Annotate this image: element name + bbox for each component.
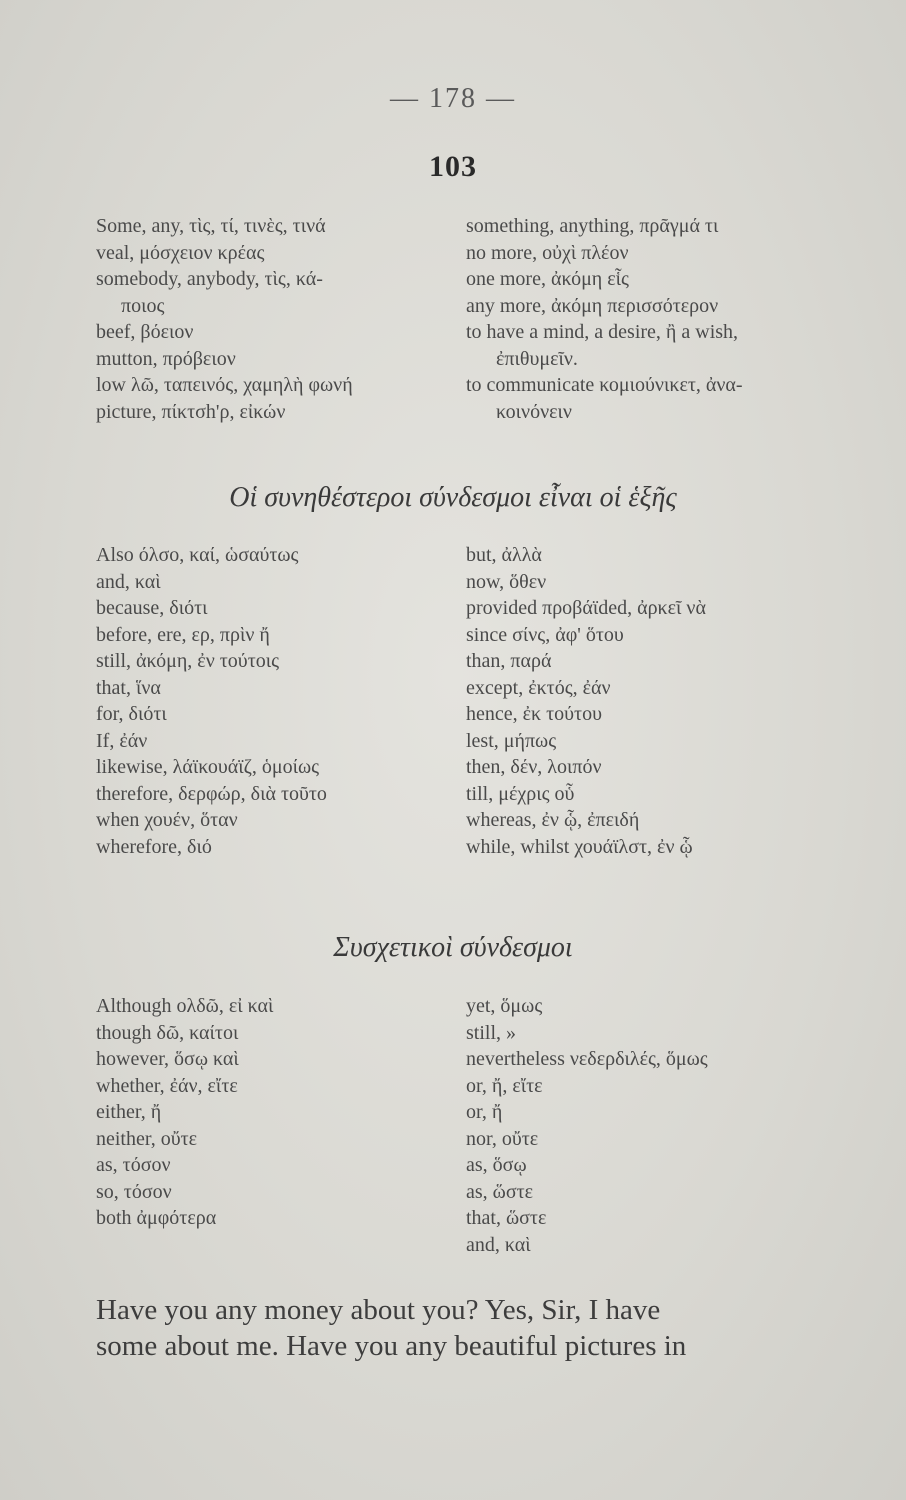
correlative-entry: though δῶ, καίτοι xyxy=(96,1021,239,1044)
vocab-entry: ποιος xyxy=(121,294,165,317)
heading-common-conjunctions: Οἱ συνηθέστεροι σύνδεσμοι εἶναι οἱ ἑξῆς xyxy=(229,482,677,513)
correlative-entry: either, ἤ xyxy=(96,1101,162,1123)
conjunction-entry: provided προβάϊded, ἀρκεῖ νὰ xyxy=(466,597,706,619)
correlative-entry: however, ὅσῳ καὶ xyxy=(96,1048,239,1070)
vocab-entry: Some, any, τὶς, τί, τινὲς, τινά xyxy=(96,215,326,237)
vocab-entry: one more, ἀκόμη εἷς xyxy=(466,268,629,290)
conjunction-entry: but, ἀλλὰ xyxy=(466,544,542,566)
vocab-entry: low λῶ, ταπεινός, χαμηλὴ φωνή xyxy=(96,374,353,396)
correlative-entry: yet, ὅμως xyxy=(466,995,543,1017)
conjunction-entry: hence, ἐκ τούτου xyxy=(466,703,602,725)
conjunction-entry: when χουέν, ὅταν xyxy=(96,809,238,831)
closing-line: some about me. Have you any beautiful pictures in xyxy=(96,1330,687,1362)
conjunction-entry: If, ἐάν xyxy=(96,729,148,752)
conjunction-entry: therefore, δερφώρ, διὰ τοῦτο xyxy=(96,782,327,805)
conjunction-entry: and, καὶ xyxy=(96,570,161,593)
conjunction-entry: since σίνς, ἀφ' ὅτου xyxy=(466,623,624,646)
vocab-entry: something, anything, πρᾶγμά τι xyxy=(466,215,719,237)
correlative-entry: still, » xyxy=(466,1021,517,1044)
vocab-entry: beef, βόειον xyxy=(96,321,194,343)
vocab-entry: to have a mind, a desire, ἢ a wish, xyxy=(466,321,739,343)
correlative-entry: and, καὶ xyxy=(466,1233,531,1256)
correlative-entry: as, ὥστε xyxy=(466,1180,534,1203)
vocab-entry: veal, μόσχειον κρέας xyxy=(96,241,265,264)
correlative-entry: neither, οὔτε xyxy=(96,1127,198,1150)
closing-paragraph xyxy=(96,1292,686,1364)
conjunction-entry: while, whilst χουάϊλστ, ἐν ᾧ xyxy=(466,835,693,858)
conjunction-entry: whereas, ἐν ᾧ, ἐπειδή xyxy=(466,809,640,831)
correlatives-right-column xyxy=(466,993,708,1258)
section-number: 103 xyxy=(429,150,477,183)
conjunction-entry: for, διότι xyxy=(96,703,167,725)
correlative-entry: that, ὥστε xyxy=(466,1207,547,1229)
conjunction-entry: except, ἐκτός, ἐάν xyxy=(466,676,611,699)
vocab-entry: somebody, anybody, τὶς, κά- xyxy=(96,268,323,290)
conjunction-entry: before, ere, ερ, πρὶν ἤ xyxy=(96,623,270,646)
conjunction-entry: now, ὅθεν xyxy=(466,570,547,593)
correlative-entry: whether, ἐάν, εἴτε xyxy=(96,1074,238,1097)
closing-line: Have you any money about you? Yes, Sir, I have xyxy=(96,1294,661,1326)
correlatives-left-column xyxy=(96,993,273,1232)
conjunction-entry: Also όλσο, καί, ὡσαύτως xyxy=(96,544,299,566)
vocab-entry: no more, οὐχὶ πλέον xyxy=(466,241,629,264)
correlative-entry: as, ὅσῳ xyxy=(466,1154,527,1176)
conjunction-entry: still, ἀκόμη, ἐν τούτοις xyxy=(96,650,280,672)
correlative-entry: as, τόσον xyxy=(96,1154,171,1176)
vocab-left-column xyxy=(96,213,353,425)
conjunction-entry: than, παρά xyxy=(466,650,552,672)
correlative-entry: nor, οὔτε xyxy=(466,1127,539,1150)
conjunction-entry: because, διότι xyxy=(96,597,208,619)
correlative-entry: or, ἤ xyxy=(466,1101,503,1123)
vocab-entry: to communicate κομιούνικετ, ἀνα- xyxy=(466,374,743,396)
correlative-entry: both ἀμφότερα xyxy=(96,1207,217,1229)
heading-correlative-conjunctions: Συσχετικοὶ σύνδεσμοι xyxy=(333,932,573,963)
conjunctions-right-column xyxy=(466,542,706,860)
page-number: — 178 — xyxy=(390,83,516,114)
conjunction-entry: likewise, λάϊκουάϊζ, ὁμοίως xyxy=(96,756,320,778)
conjunction-entry: that, ἵνα xyxy=(96,676,161,699)
conjunction-entry: then, δέν, λοιπόν xyxy=(466,756,602,778)
vocab-entry: mutton, πρόβειον xyxy=(96,347,236,370)
conjunction-entry: till, μέχρις οὗ xyxy=(466,782,575,805)
vocab-entry: ἐπιθυμεῖν. xyxy=(496,347,578,370)
conjunction-entry: lest, μήπως xyxy=(466,729,557,752)
vocab-entry: κοινόνειν xyxy=(496,400,572,423)
vocab-entry: picture, πίκτσh'ρ, εἰκών xyxy=(96,400,286,423)
conjunction-entry: wherefore, διό xyxy=(96,835,212,858)
correlative-entry: so, τόσον xyxy=(96,1180,172,1203)
conjunctions-left-column xyxy=(96,542,327,860)
correlative-entry: nevertheless νεδερδιλές, ὅμως xyxy=(466,1048,708,1070)
vocab-right-column xyxy=(466,213,743,425)
correlative-entry: Although ολδῶ, εἰ καὶ xyxy=(96,995,274,1017)
vocab-entry: any more, ἀκόμη περισσότερον xyxy=(466,294,719,317)
correlative-entry: or, ἤ, εἴτε xyxy=(466,1074,543,1097)
